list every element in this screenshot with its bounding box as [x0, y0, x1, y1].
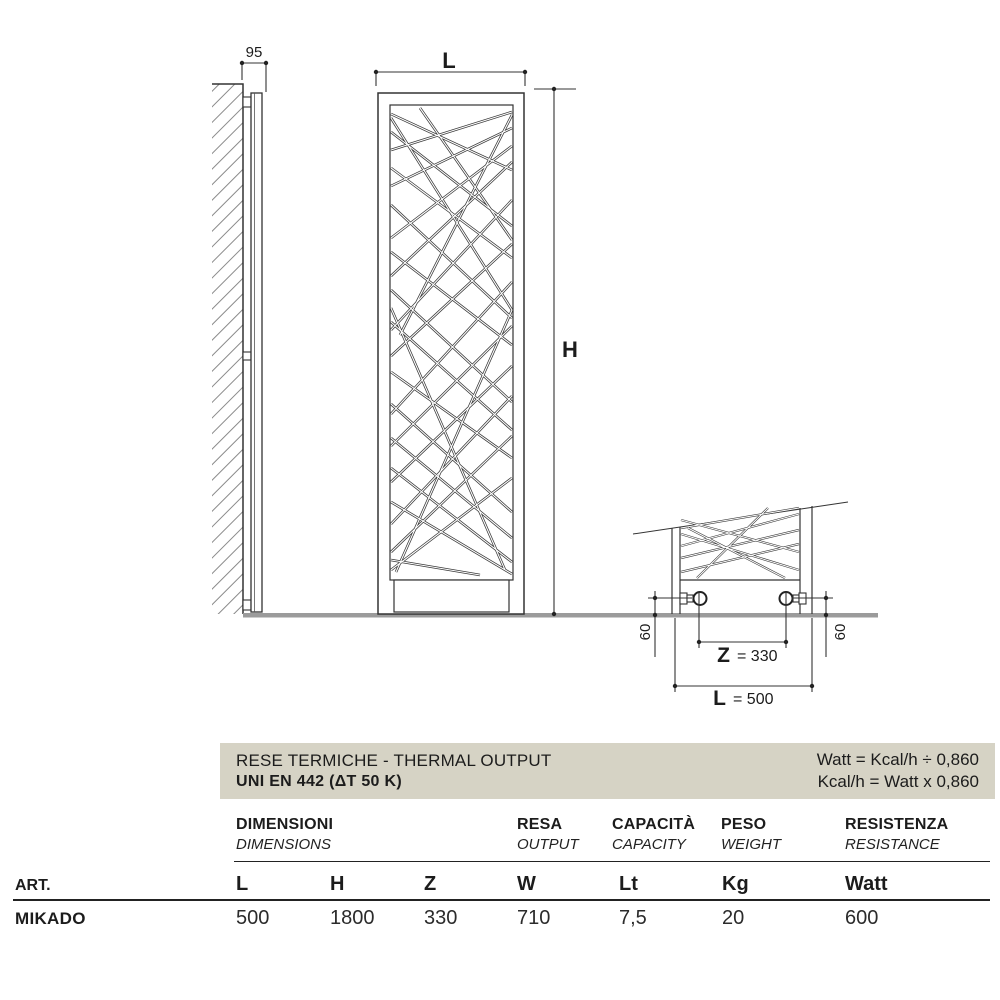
col-watt: Watt: [845, 873, 888, 895]
detail-l-dimension-value: = 500: [733, 691, 774, 708]
front-collector: [394, 580, 509, 612]
offset-right-label: 60: [832, 623, 849, 641]
width-dimension: [376, 72, 525, 86]
detail-mikado-pattern: [681, 508, 799, 578]
width-dimension-label: L: [442, 48, 456, 73]
formula-kcal: Kcal/h = Watt x 0,860: [817, 772, 979, 791]
row-val-z: 330: [424, 907, 458, 929]
group-dimensioni: DIMENSIONI: [236, 816, 334, 833]
side-view: [212, 44, 268, 614]
row-val-w: 710: [517, 907, 551, 929]
group-resistenza: RESISTENZA: [845, 816, 949, 833]
offset-left-label: 60: [637, 623, 654, 641]
col-l: L: [236, 873, 249, 895]
group-dimensions-en: DIMENSIONS: [236, 836, 332, 853]
detail-view: [633, 502, 849, 710]
group-weight-en: WEIGHT: [721, 836, 781, 853]
bracket-bottom: [243, 600, 251, 610]
depth-dimension-label: 95: [245, 44, 263, 61]
thermal-title: RESE TERMICHE - THERMAL OUTPUT: [236, 751, 552, 771]
front-view: [374, 48, 578, 616]
bracket-top: [243, 97, 251, 107]
group-capacita: CAPACITÀ: [612, 816, 696, 833]
row-val-h: 1800: [330, 907, 375, 929]
side-panel: [251, 93, 262, 612]
header-rule: [234, 861, 990, 862]
detail-dimensions: [648, 591, 833, 692]
col-kg: Kg: [722, 873, 749, 895]
group-output-en: OUTPUT: [517, 836, 579, 853]
wall-hatch: [212, 84, 243, 614]
thermal-output-band: [220, 743, 995, 799]
row-val-watt: 600: [845, 907, 879, 929]
row-val-lt: 7,5: [619, 907, 647, 929]
col-lt: Lt: [619, 873, 638, 895]
floor-line: [243, 613, 878, 618]
columns-rule: [13, 899, 990, 901]
detail-l-dimension-label: L: [713, 687, 726, 710]
depth-dimension: [242, 63, 266, 92]
group-peso: PESO: [721, 816, 767, 833]
formula-watt: Watt = Kcal/h ÷ 0,860: [816, 749, 979, 769]
thermal-subtitle: UNI EN 442 (ΔT 50 K): [236, 772, 402, 790]
row-art: MIKADO: [15, 909, 86, 928]
col-w: W: [517, 873, 536, 895]
group-resistance-en: RESISTANCE: [845, 836, 940, 853]
z-dimension-label: Z: [717, 644, 730, 667]
row-val-l: 500: [236, 907, 270, 929]
col-z: Z: [424, 873, 437, 895]
group-capacity-en: CAPACITY: [612, 836, 686, 853]
group-resa: RESA: [517, 816, 563, 833]
col-h: H: [330, 873, 345, 895]
height-dimension-label: H: [562, 337, 578, 362]
z-dimension-value: = 330: [737, 648, 778, 665]
row-val-kg: 20: [722, 907, 745, 929]
art-header: ART.: [15, 877, 51, 894]
bracket-middle: [243, 352, 251, 360]
